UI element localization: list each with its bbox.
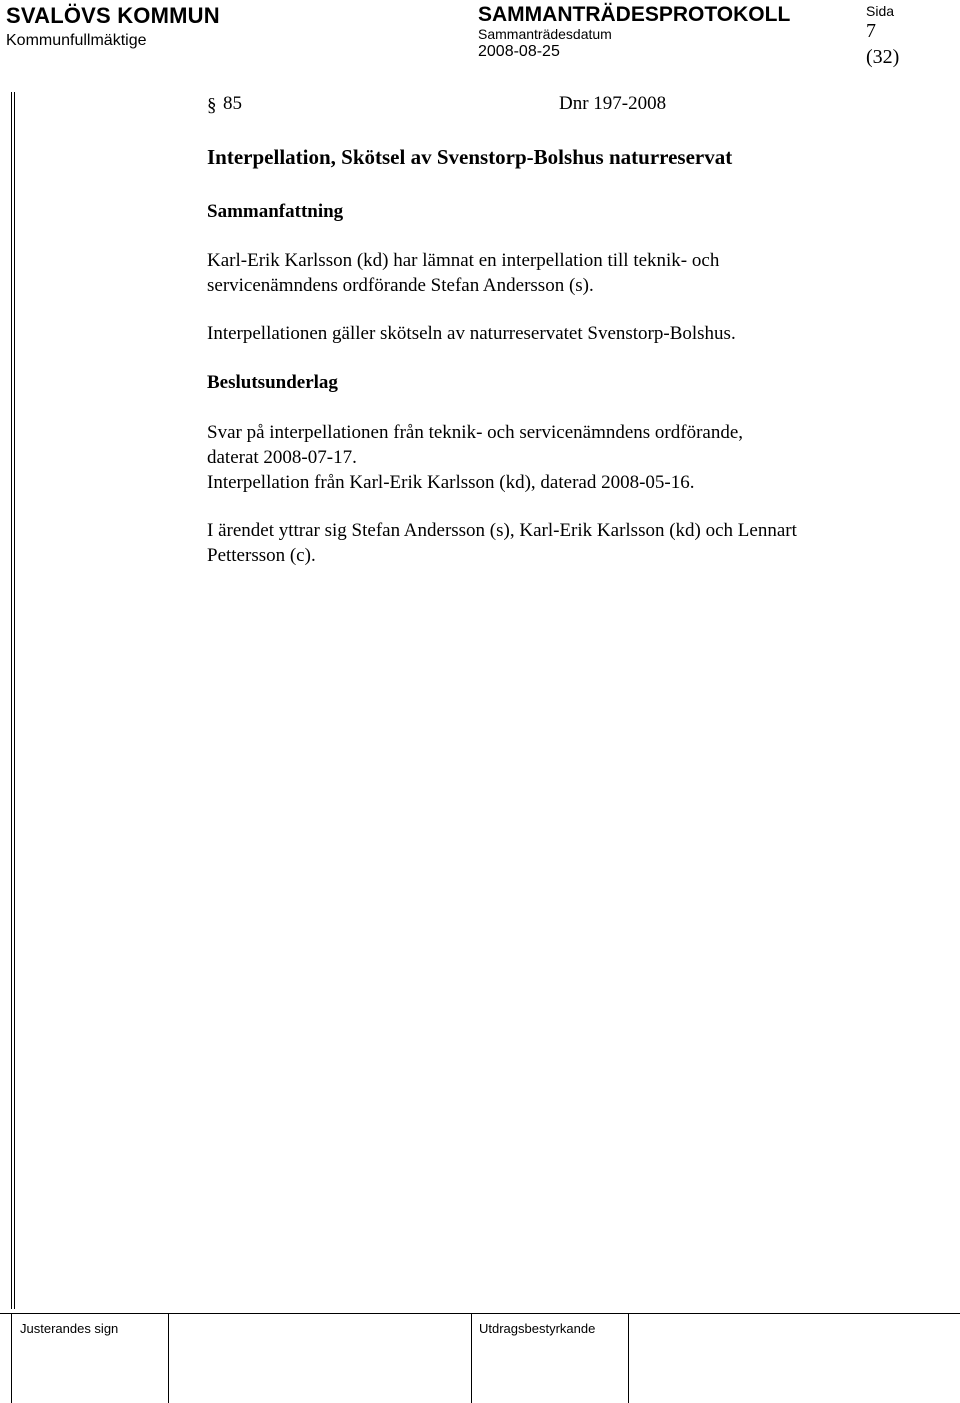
page-total: (32)	[866, 46, 900, 68]
organization-unit: Kommunfullmäktige	[6, 32, 147, 49]
summary-heading: Sammanfattning	[207, 201, 344, 222]
footer-extract-label: Utdragsbestyrkande	[479, 1321, 596, 1336]
basis-line: Svar på interpellationen från teknik- och servicenämndens ordförande,	[207, 422, 744, 443]
paragraph-sign: §	[207, 95, 217, 116]
footer-divider	[471, 1313, 472, 1403]
summary-line: servicenämndens ordförande Stefan Andersson (s).	[207, 275, 594, 296]
meeting-date-value: 2008-08-25	[478, 43, 560, 60]
basis-heading: Beslutsunderlag	[207, 372, 338, 393]
footer-sign-label: Justerandes sign	[20, 1321, 119, 1336]
organization-name: SVALÖVS KOMMUN	[6, 3, 220, 28]
discussion-line: Pettersson (c).	[207, 545, 316, 566]
footer-divider	[168, 1313, 169, 1403]
footer-divider	[11, 1313, 12, 1403]
summary-line: Karl-Erik Karlsson (kd) har lämnat en interpellation till teknik- och	[207, 250, 720, 271]
paragraph-number: 85	[223, 93, 242, 114]
page-label: Sida	[866, 3, 895, 19]
basis-list	[207, 420, 927, 495]
meeting-date-label: Sammanträdesdatum	[478, 26, 612, 42]
document-type: SAMMANTRÄDESPROTOKOLL	[478, 3, 791, 26]
discussion-paragraph	[207, 518, 927, 568]
footer-rule	[0, 1313, 960, 1314]
margin-rule	[14, 92, 15, 1309]
footer-divider	[628, 1313, 629, 1403]
page-number: 7	[866, 20, 876, 42]
diary-number: Dnr 197-2008	[559, 93, 667, 114]
basis-line: daterat 2008-07-17.	[207, 447, 357, 468]
item-title: Interpellation, Skötsel av Svenstorp-Bolshus naturreservat	[207, 145, 733, 169]
margin-rule	[11, 92, 12, 1309]
discussion-line: I ärendet yttrar sig Stefan Andersson (s), Karl-Erik Karlsson (kd) och Lennart	[207, 520, 797, 541]
summary-paragraph	[207, 248, 927, 298]
basis-line: Interpellation från Karl-Erik Karlsson (kd), daterad 2008-05-16.	[207, 472, 695, 493]
summary-paragraph-2: Interpellationen gäller skötseln av naturreservatet Svenstorp-Bolshus.	[207, 323, 736, 344]
